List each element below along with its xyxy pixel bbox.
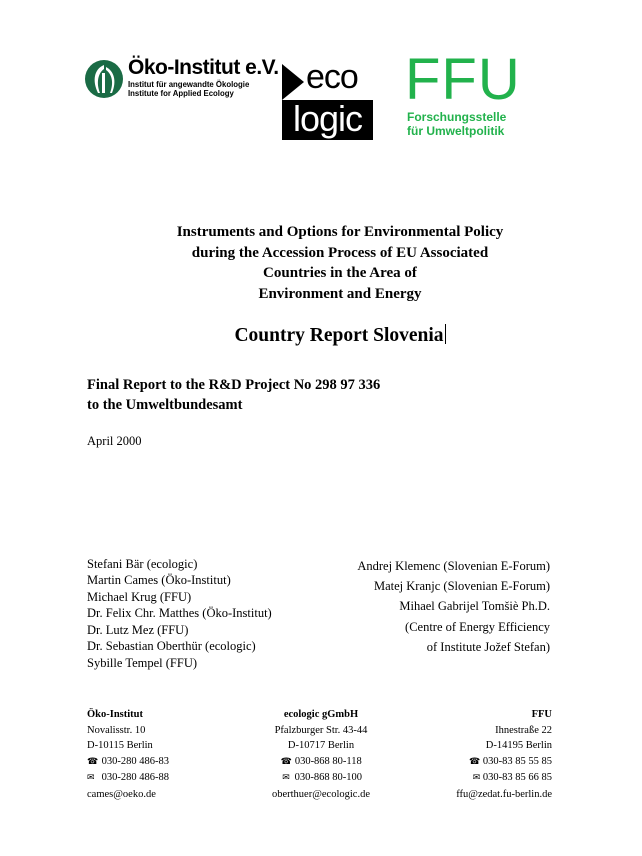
oeko-institut-emblem-icon: [84, 59, 124, 99]
address-street: Pfalzburger Str. 43-44: [274, 724, 368, 736]
author-item: Stefani Bär (ecologic): [87, 557, 198, 571]
address-phone: 030-868 80-118: [294, 755, 362, 767]
author-item: Sybille Tempel (FFU): [87, 656, 198, 670]
country-report-title: [140, 324, 540, 347]
address-fax: 030-83 85 66 85: [482, 772, 552, 783]
slovenian-author-item: Mihael Gabrijel Tomšiè Ph.D.: [399, 599, 550, 613]
ecologic-logo-logic: logic: [282, 100, 373, 140]
address-email: oberthuer@ecologic.de: [271, 788, 370, 800]
oeko-institut-name: Öko-Institut e.V.: [128, 56, 279, 79]
address-org: ecologic gGmbH: [283, 709, 359, 720]
address-fax: 030-868 80-100: [294, 772, 362, 783]
oeko-institut-logo: [84, 56, 279, 118]
title-line-4: Environment and Energy: [258, 286, 422, 302]
ecologic-logo: [282, 58, 374, 140]
address-email: ffu@zedat.fu-berlin.de: [456, 788, 552, 800]
final-report-line-1: Final Report to the R&D Project No 298 97 336: [87, 377, 381, 393]
slovenian-author-item: (Centre of Energy Efficiency: [405, 620, 550, 634]
title-line-2: during the Accession Process of EU Associated: [191, 245, 489, 261]
title-line-1: Instruments and Options for Environmental Policy: [176, 224, 504, 240]
ecologic-triangle-icon: [282, 64, 304, 100]
address-street: Novalisstr. 10: [87, 724, 146, 736]
ffu-logo: [405, 47, 535, 140]
address-block-oeko: [87, 707, 169, 802]
address-phone: 030-83 85 55 85: [482, 755, 552, 767]
fax-icon: ✉: [87, 773, 95, 783]
author-item: Dr. Sebastian Oberthür (ecologic): [87, 639, 256, 653]
address-org: Öko-Institut: [87, 709, 144, 720]
ecologic-logo-eco: eco: [306, 58, 358, 96]
fax-icon: ✉: [282, 773, 290, 783]
final-report-line-2: to the Umweltbundesamt: [87, 397, 243, 413]
slovenian-author-item: of Institute Jožef Stefan): [426, 640, 550, 654]
slovenian-author-item: Matej Kranjc (Slovenian E-Forum): [374, 579, 550, 593]
address-city: D-14195 Berlin: [485, 740, 552, 751]
author-item: Michael Krug (FFU): [87, 590, 192, 604]
address-org: FFU: [531, 709, 552, 720]
oeko-institut-subtitle-de: Institut für angewandte Ökologie: [128, 80, 250, 89]
address-block-ecologic: [221, 707, 421, 802]
phone-icon: ☎: [469, 756, 481, 767]
address-city: D-10115 Berlin: [87, 740, 153, 751]
oeko-institut-subtitle-en: Institute for Applied Ecology: [128, 89, 234, 98]
address-fax: 030-280 486-88: [101, 772, 169, 783]
ffu-logo-subtitle-2: für Umweltpolitik: [407, 124, 505, 138]
title-line-3: Countries in the Area of: [263, 265, 417, 281]
report-date: April 2000: [87, 434, 142, 448]
slovenian-author-item: Andrej Klemenc (Slovenian E-Forum): [357, 559, 550, 573]
phone-icon: ☎: [87, 756, 99, 767]
fax-icon: ✉: [472, 773, 481, 783]
ffu-logo-subtitle-1: Forschungsstelle: [407, 110, 507, 124]
address-block-ffu: [456, 707, 552, 802]
author-item: Dr. Lutz Mez (FFU): [87, 623, 189, 637]
ffu-logo-name: FFU: [405, 47, 521, 112]
phone-icon: ☎: [280, 756, 292, 767]
address-phone: 030-280 486-83: [101, 755, 169, 767]
country-report-text: Country Report Slovenia: [234, 325, 444, 346]
address-email: cames@oeko.de: [87, 788, 156, 800]
address-city: D-10717 Berlin: [287, 740, 355, 751]
author-item: Martin Cames (Öko-Institut): [87, 573, 231, 587]
text-cursor: [445, 324, 446, 344]
author-item: Dr. Felix Chr. Matthes (Öko-Institut): [87, 606, 272, 620]
address-street: Ihnestraße 22: [495, 724, 552, 736]
